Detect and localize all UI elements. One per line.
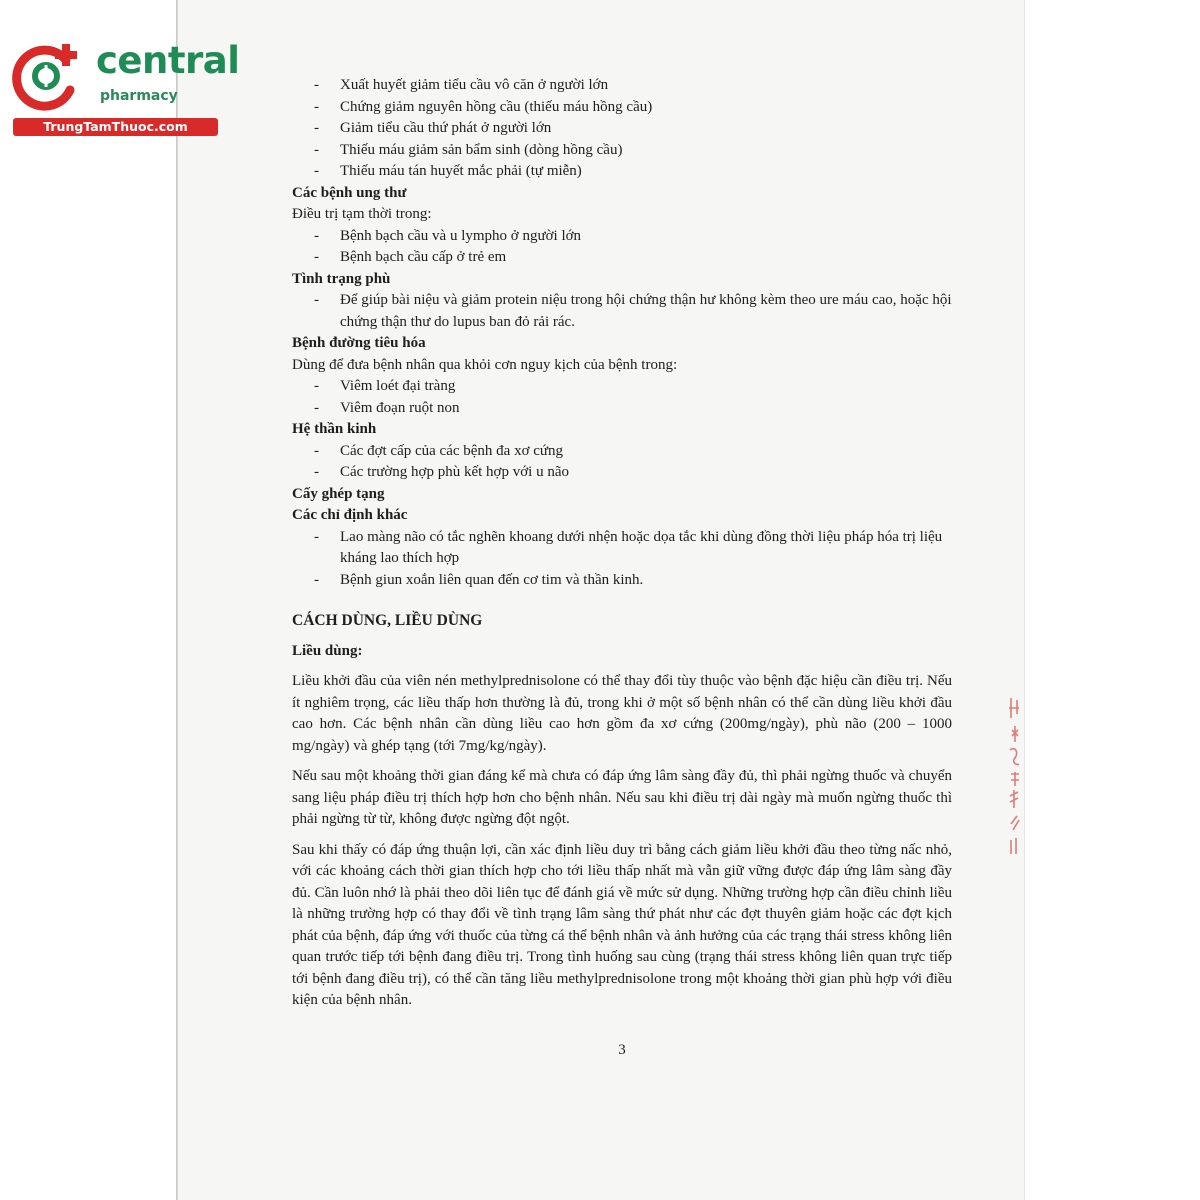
bullet-list (292, 441, 952, 484)
bullet-list (292, 226, 952, 269)
dosage-paragraph: Nếu sau một khoảng thời gian đáng kể mà chưa có đáp ứng lâm sàng đầy đủ, thì phải ngừng thuốc và chuyển sang liệu pháp điều trị thích hợp hơn cho bệnh nhân. Nếu sau khi điều trị dài ngày mà muốn ngừng thuốc thì phải ngừng từ từ, không được ngừng đột ngột. (292, 768, 952, 827)
list-item: - Các đợt cấp của các bệnh đa xơ cứng (292, 441, 952, 463)
list-item: - Bệnh giun xoắn liên quan đến cơ tim và thần kinh. (292, 570, 952, 592)
dosage-paragraph: Liều khởi đầu của viên nén methylprednisolone có thể thay đổi tùy thuộc vào bệnh đặc hiệu cần điều trị. Nếu ít nghiêm trọng, các liều thấp hơn thường là đủ, trong khi ở một số bệnh nhân có thể cần dùng liều khởi đầu cao hơn. Các bệnh nhân cần dùng liều cao hơn gồm đa xơ cứng (200mg/ngày), phù não (200 – 1000 mg/ngày) và ghép tạng (tới 7mg/kg/ngày). (292, 673, 952, 754)
dosage-subheading: Liều dùng: (292, 642, 363, 659)
section-heading: Các bệnh ung thư (292, 184, 407, 201)
list-item: - Các trường hợp phù kết hợp với u não (292, 462, 952, 484)
page-number: 3 (618, 1042, 626, 1058)
list-item: - Thiếu máu giảm sản bẩm sinh (dòng hồng cầu) (292, 140, 952, 162)
dosage-paragraph: Sau khi thấy có đáp ứng thuận lợi, cần xác định liều duy trì bằng cách giảm liều khởi đầu theo từng nấc nhỏ, với các khoảng cách thời gian thích hợp cho tới liều thấp nhất mà vẫn giữ vững được đáp ứng lâm sàng đầy đủ. Cần luôn nhớ là phải theo dõi liên tục để đánh giá về mức sử dụng. Những trường hợp cần điều chỉnh liều là những trường hợp có thay đổi về tình trạng lâm sàng thứ phát như các đợt thuyên giảm hoặc các đợt kịch phát của bệnh, đáp ứng với thuốc của từng cá thể bệnh nhân và ảnh hưởng của các trạng thái stress không liên quan trước tiếp tới bệnh đang điều trị. Trong tình huống sau cùng (trạng thái stress không liên quan trực tiếp tới bệnh đang điều trị), có thể cần tăng liều methylprednisolone trong một khoảng thời gian phù hợp với điều kiện của bệnh nhân. (292, 841, 952, 1008)
central-pharmacy-logo[interactable] (10, 38, 240, 138)
indication-section (292, 419, 952, 484)
list-item: - Viêm loét đại tràng (292, 376, 952, 398)
list-item: - Thiếu máu tán huyết mắc phải (tự miễn) (292, 161, 952, 183)
brand-subtitle: pharmacy (100, 88, 178, 104)
indication-section (292, 75, 952, 183)
document-content (292, 75, 952, 1012)
section-heading: Cấy ghép tạng (292, 485, 385, 502)
section-heading: Hệ thần kinh (292, 421, 377, 437)
list-item: - Viêm đoạn ruột non (292, 398, 952, 420)
section-intro: Điều trị tạm thời trong: (292, 206, 432, 222)
list-item: - Bệnh bạch cầu và u lympho ở người lớn (292, 226, 952, 248)
dosage-heading: CÁCH DÙNG, LIỀU DÙNG (292, 612, 483, 629)
bullet-list (292, 290, 952, 333)
list-item: - Chứng giảm nguyên hồng cầu (thiếu máu hồng cầu) (292, 97, 952, 119)
pharmacy-cross-c-icon (10, 38, 90, 118)
list-item: - Giảm tiểu cầu thứ phát ở người lớn (292, 118, 952, 140)
indication-section (292, 183, 952, 269)
red-stamp-mark-icon (1003, 688, 1027, 858)
section-heading: Bệnh đường tiêu hóa (292, 335, 426, 351)
section-heading: Các chỉ định khác (292, 507, 408, 523)
section-heading: Tình trạng phù (292, 270, 391, 287)
indication-sections (292, 75, 952, 591)
list-item: - Xuất huyết giảm tiểu cầu vô căn ở người lớn (292, 75, 952, 97)
list-item: - Bệnh bạch cầu cấp ở trẻ em (292, 247, 952, 269)
indication-section (292, 505, 952, 591)
section-intro: Dùng để đưa bệnh nhân qua khỏi cơn nguy kịch của bệnh trong: (292, 356, 678, 373)
brand-url[interactable]: TrungTamThuoc.com (13, 118, 218, 136)
bullet-list (292, 75, 952, 183)
brand-name: central (96, 39, 240, 82)
bullet-list (292, 376, 952, 419)
bullet-list (292, 527, 952, 592)
indication-section (292, 333, 952, 419)
list-item: - Lao màng não có tắc nghẽn khoang dưới nhện hoặc dọa tắc khi dùng đồng thời liệu pháp hóa trị liệu kháng lao thích hợp (292, 527, 952, 570)
indication-section (292, 484, 952, 506)
list-item: - Để giúp bài niệu và giảm protein niệu trong hội chứng thận hư không kèm theo ure máu cao, hoặc hội chứng thận thư do lupus ban đỏ rải rác. (292, 290, 952, 333)
indication-section (292, 269, 952, 334)
